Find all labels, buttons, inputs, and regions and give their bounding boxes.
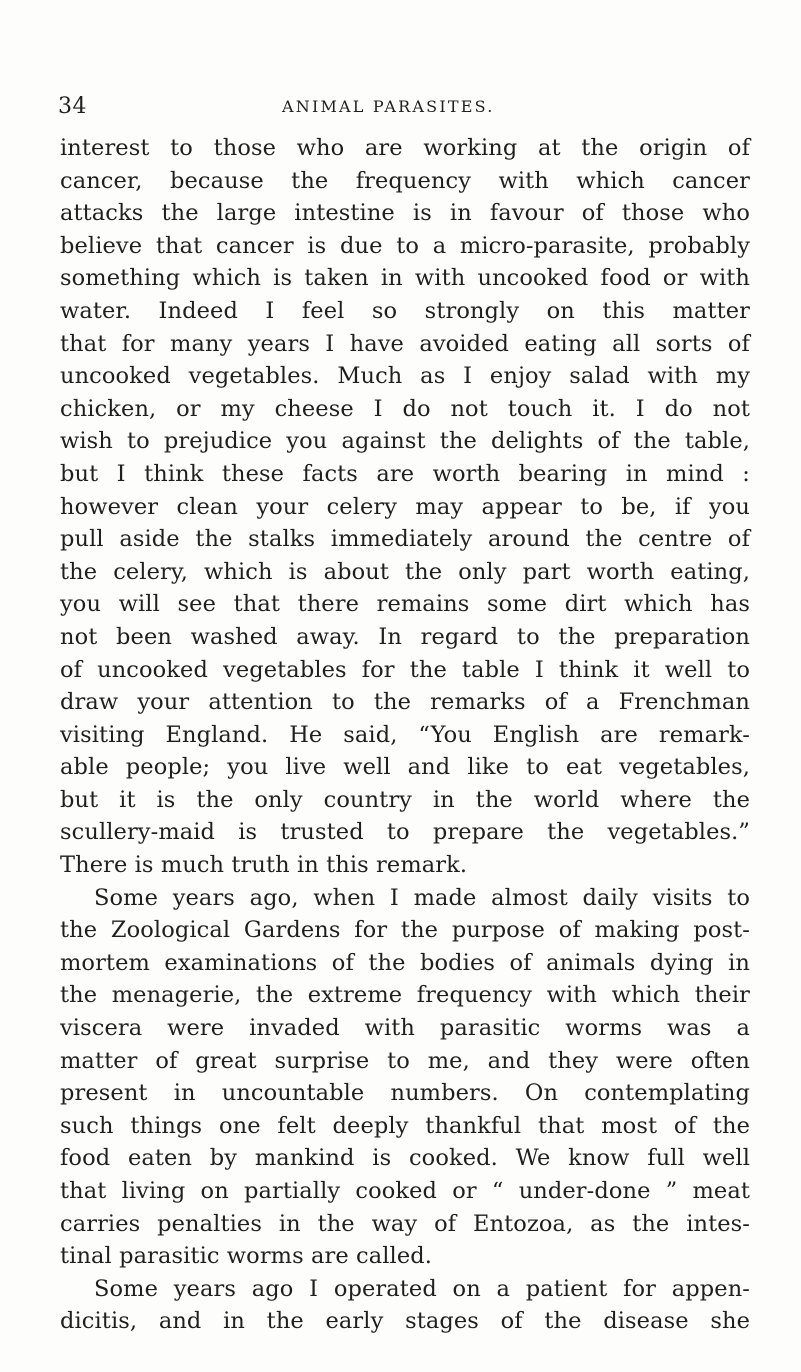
text-line: chicken, or my cheese I do not touch it. I do not [60, 395, 750, 422]
body-text [60, 132, 750, 1338]
text-line: not been washed away. In regard to the preparation [60, 623, 750, 650]
text-line: tinal parasitic worms are called. [60, 1243, 433, 1270]
text-line: you will see that there remains some dirt which has [60, 591, 750, 618]
text-line: however clean your celery may appear to be, if you [60, 493, 750, 520]
text-line: something which is taken in with uncooked food or with [60, 265, 750, 292]
text-line: the Zoological Gardens for the purpose of making post- [60, 917, 750, 944]
text-line: cancer, because the frequency with which cancer [60, 167, 750, 194]
text-line: dicitis, and in the early stages of the disease she [60, 1308, 750, 1335]
text-line: scullery-maid is trusted to prepare the vegetables.” [60, 819, 750, 846]
text-line: believe that cancer is due to a micro-parasite, probably [60, 232, 750, 259]
text-line: interest to those who are working at the origin of [60, 135, 750, 161]
text-line: uncooked vegetables. Much as I enjoy salad with my [60, 363, 750, 390]
text-line: that for many years I have avoided eating all sorts of [60, 330, 750, 357]
text-line: but it is the only country in the world where the [60, 786, 750, 813]
text-line: draw your attention to the remarks of a Frenchman [60, 689, 750, 716]
text-line: Some years ago, when I made almost daily visits to [94, 884, 750, 911]
text-line: Some years ago I operated on a patient for appen- [94, 1275, 750, 1302]
text-line: of uncooked vegetables for the table I think it well to [60, 656, 750, 683]
text-line: wish to prejudice you against the delights of the table, [60, 428, 750, 455]
text-line: carries penalties in the way of Entozoa, as the intes- [60, 1210, 750, 1237]
text-line: the menagerie, the extreme frequency with which their [60, 982, 750, 1009]
text-line: the celery, which is about the only part worth eating, [60, 558, 750, 585]
text-line: present in uncountable numbers. On contemplating [60, 1080, 750, 1107]
text-line: such things one felt deeply thankful that most of the [60, 1112, 750, 1139]
text-line: that living on partially cooked or “ under-done ” meat [60, 1178, 750, 1204]
text-line: pull aside the stalks immediately around the centre of [60, 526, 750, 553]
text-line: food eaten by mankind is cooked. We know full well [60, 1145, 750, 1172]
text-line: but I think these facts are worth bearing in mind : [60, 460, 750, 487]
text-line: attacks the large intestine is in favour of those who [60, 200, 750, 227]
text-line: matter of great surprise to me, and they were often [60, 1047, 750, 1074]
text-line: able people; you live well and like to eat vegetables, [60, 754, 750, 781]
text-line: mortem examinations of the bodies of animals dying in [60, 949, 750, 976]
running-head: ANIMAL PARASITES. [282, 97, 495, 116]
text-line: visiting England. He said, “You English are remark- [60, 721, 750, 748]
text-line: viscera were invaded with parasitic worms was a [60, 1015, 750, 1042]
text-line: water. Indeed I feel so strongly on this matter [60, 297, 750, 324]
text-line: There is much truth in this remark. [60, 852, 468, 879]
page-number: 34 [58, 94, 87, 119]
